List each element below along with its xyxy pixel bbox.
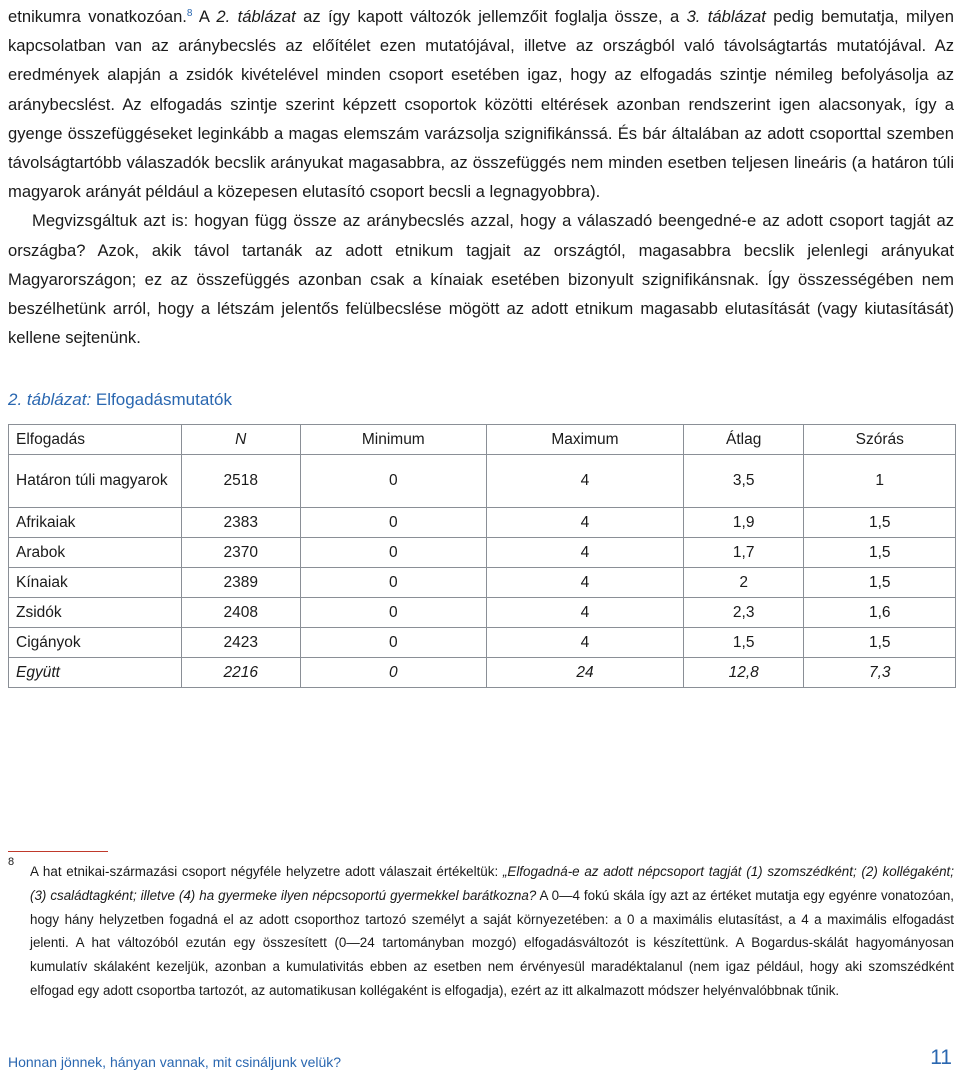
table-row xyxy=(9,628,956,658)
table-row xyxy=(9,598,956,628)
row-label: Kínaiak xyxy=(9,568,182,598)
header-atlag: Átlag xyxy=(683,425,804,455)
cell-max: 4 xyxy=(487,568,684,598)
cell-sd: 1,5 xyxy=(804,538,956,568)
cell-max: 4 xyxy=(487,628,684,658)
table-caption xyxy=(8,390,232,410)
cell-max: 4 xyxy=(487,538,684,568)
row-label: Zsidók xyxy=(9,598,182,628)
header-n: N xyxy=(182,425,301,455)
cell-mean: 1,7 xyxy=(683,538,804,568)
cell-n: 2370 xyxy=(182,538,301,568)
row-label: Határon túli magyarok xyxy=(9,455,182,508)
footnote-text-a: A hat etnikai-származási csoport négyféle helyzetre adott válaszait értékeltük: xyxy=(30,864,503,879)
footnote-text xyxy=(30,860,954,1003)
p1-text-b: A xyxy=(192,7,217,26)
table2-ref: 2. táblázat xyxy=(216,7,296,26)
table3-ref: 3. táblázat xyxy=(686,7,766,26)
cell-sd: 1,5 xyxy=(804,568,956,598)
cell-mean: 1,5 xyxy=(683,628,804,658)
cell-max: 4 xyxy=(487,598,684,628)
cell-n: 2383 xyxy=(182,508,301,538)
cell-min: 0 xyxy=(300,598,487,628)
footnote-ref[interactable]: 8 xyxy=(186,8,193,19)
table-header-row xyxy=(9,425,956,455)
cell-n: 2518 xyxy=(182,455,301,508)
footnote-question: „Elfogadná-e az adott népcsoport tagját (1) szomszédként; (2) kollégaként; (3) családtagként; illetve (4) ha gyermeke ilyen népcsoportú gyermekkel barátkozna? xyxy=(30,864,954,903)
cell-n: 2423 xyxy=(182,628,301,658)
row-label: Cigányok xyxy=(9,628,182,658)
row-label: Arabok xyxy=(9,538,182,568)
footnote-text-b: A 0—4 fokú skála így azt az értéket mutatja egy egyénre vonatozóan, hogy hány helyzetben fogadná el az adott csoporthoz tartozó személyt a saját környezetében: a 0 a maximális elutasítást, a 4 a maximális elfogadást jelenti. A hat változóból ezután egy összesített (0—24 tartományban mozgó) elfogadásváltozót is készítettünk. A Bogardus-skálát hagyományosan kumulatív skálaként kezeljük, azonban a kumulativitás ebben az esetben nem érvényesül maradéktalanul (nem igaz például, hogy aki szomszédként elfogad egy adott csoportba tartozót, az automatikusan kollégaként is elfogadja), ezért az itt alkalmazott módszer helyénvalóbbnak tűnik. xyxy=(30,887,954,998)
table-caption-title: Elfogadásmutatók xyxy=(91,390,232,409)
row-label: Afrikaiak xyxy=(9,508,182,538)
cell-max: 4 xyxy=(487,455,684,508)
body-text xyxy=(8,2,954,352)
cell-max: 24 xyxy=(487,658,684,688)
cell-mean: 12,8 xyxy=(683,658,804,688)
cell-min: 0 xyxy=(300,538,487,568)
table-row xyxy=(9,568,956,598)
cell-sd: 1,5 xyxy=(804,628,956,658)
cell-mean: 3,5 xyxy=(683,455,804,508)
row-label: Együtt xyxy=(9,658,182,688)
table-row xyxy=(9,508,956,538)
acceptance-table xyxy=(8,424,956,688)
table-caption-label: 2. táblázat: xyxy=(8,390,92,409)
cell-n: 2389 xyxy=(182,568,301,598)
table-row xyxy=(9,538,956,568)
paragraph-2: Megvizsgáltuk azt is: hogyan függ össze az aránybecslés azzal, hogy a válaszadó beengedné-e az adott csoport tagját az országba? Azok, akik távol tartanák az adott etnikum tagjait az országtól, magasabbra becslik jelenlegi arányukat Magyarországon; ez az összefüggés azonban csak a kínaiak esetében bizonyult szignifikánsnak. Így összességében nem beszélhetünk arról, hogy a létszám jelentős felülbecslése mögött az adott etnikum magasabb elutasítását (vagy kiutasítását) kellene sejtenünk. xyxy=(8,211,954,348)
cell-n: 2216 xyxy=(182,658,301,688)
cell-mean: 2 xyxy=(683,568,804,598)
header-elfogadas: Elfogadás xyxy=(9,425,182,455)
p1-text-d: pedig bemutatja, milyen kapcsolatban van az aránybecslés az előítélet ezen mutatójával, illetve az országból való távolságtartás mutatójával. Az eredmények alapján a zsidók kivételével minden csoport esetében igaz, hogy az elfogadás szintje némileg befolyásolja az aránybecslést. Az elfogadás szintje szerint képzett csoportok közötti eltérések azonban rendszerint igen alacsonyak, így a gyenge összefüggéseket leginkább a magas elemszám varázsolja szignifikánssá. És bár általában az adott csoporttal szemben távolságtartóbb válaszadók becslik arányukat magasabbra, az összefüggés nem minden esetben teljesen lineáris (a határon túli magyarok arányát például a közepesen elutasító csoport becsli a legnagyobbra). xyxy=(8,7,954,202)
footnote-number: 8 xyxy=(8,856,15,868)
table-row xyxy=(9,455,956,508)
table-row-total xyxy=(9,658,956,688)
cell-n: 2408 xyxy=(182,598,301,628)
running-footer-title: Honnan jönnek, hányan vannak, mit csináljunk velük? xyxy=(8,1054,342,1070)
cell-sd: 1,5 xyxy=(804,508,956,538)
paragraph-1 xyxy=(8,2,954,206)
p1-text-c: az így kapott változók jellemzőit foglalja össze, a xyxy=(295,7,687,26)
cell-min: 0 xyxy=(300,568,487,598)
cell-sd: 7,3 xyxy=(804,658,956,688)
header-maximum: Maximum xyxy=(487,425,684,455)
cell-min: 0 xyxy=(300,508,487,538)
header-szoras: Szórás xyxy=(804,425,956,455)
p1-start: etnikumra vonatkozóan. xyxy=(8,7,187,26)
cell-min: 0 xyxy=(300,658,487,688)
cell-sd: 1,6 xyxy=(804,598,956,628)
cell-max: 4 xyxy=(487,508,684,538)
cell-mean: 1,9 xyxy=(683,508,804,538)
cell-min: 0 xyxy=(300,455,487,508)
cell-mean: 2,3 xyxy=(683,598,804,628)
cell-sd: 1 xyxy=(804,455,956,508)
header-minimum: Minimum xyxy=(300,425,487,455)
cell-min: 0 xyxy=(300,628,487,658)
page-number: 11 xyxy=(930,1046,952,1069)
footnote-divider xyxy=(8,851,108,852)
